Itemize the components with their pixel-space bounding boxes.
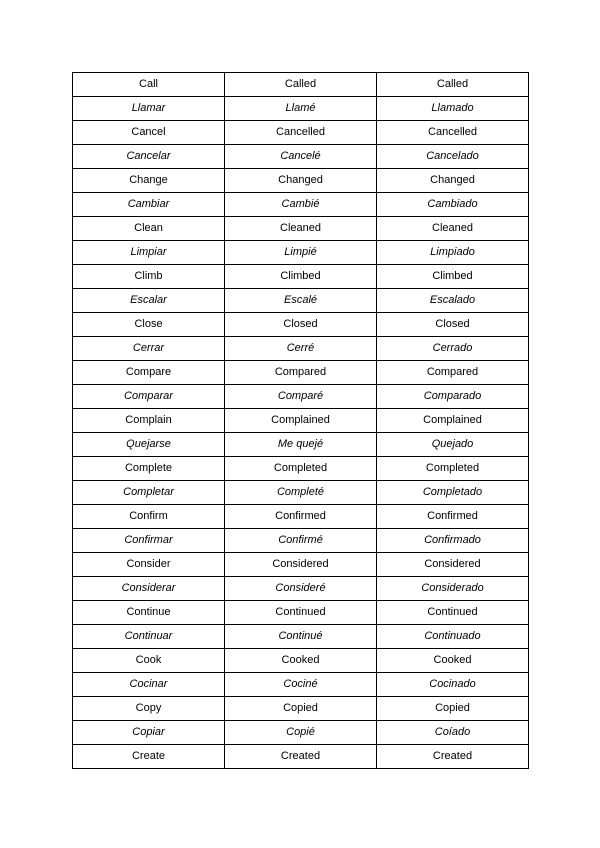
verb-base-cell: Escalar: [73, 289, 225, 313]
table-row-english: [73, 169, 529, 193]
verb-base-cell: Cancel: [73, 121, 225, 145]
verb-base-cell: Change: [73, 169, 225, 193]
table-row-spanish: [73, 385, 529, 409]
verb-base-cell: Cambiar: [73, 193, 225, 217]
verb-participle-cell: Created: [377, 745, 529, 769]
verb-participle-cell: Considerado: [377, 577, 529, 601]
verb-past-cell: Cleaned: [225, 217, 377, 241]
table-row-spanish: [73, 241, 529, 265]
verb-base-cell: Create: [73, 745, 225, 769]
verb-past-cell: Complained: [225, 409, 377, 433]
verb-past-cell: Compared: [225, 361, 377, 385]
table-row-spanish: [73, 481, 529, 505]
verb-past-cell: Created: [225, 745, 377, 769]
verb-past-cell: Cancelled: [225, 121, 377, 145]
verb-participle-cell: Considered: [377, 553, 529, 577]
verb-base-cell: Limpiar: [73, 241, 225, 265]
verb-participle-cell: Cleaned: [377, 217, 529, 241]
verb-past-cell: Cancelé: [225, 145, 377, 169]
verb-base-cell: Cerrar: [73, 337, 225, 361]
table-row-english: [73, 553, 529, 577]
verb-participle-cell: Copied: [377, 697, 529, 721]
verb-base-cell: Copiar: [73, 721, 225, 745]
verb-past-cell: Confirmé: [225, 529, 377, 553]
verb-participle-cell: Cancelado: [377, 145, 529, 169]
verb-participle-cell: Cambiado: [377, 193, 529, 217]
verb-base-cell: Continuar: [73, 625, 225, 649]
verb-past-cell: Limpié: [225, 241, 377, 265]
verb-past-cell: Copié: [225, 721, 377, 745]
verb-past-cell: Cooked: [225, 649, 377, 673]
table-row-spanish: [73, 145, 529, 169]
verb-base-cell: Compare: [73, 361, 225, 385]
verb-base-cell: Climb: [73, 265, 225, 289]
verb-participle-cell: Continuado: [377, 625, 529, 649]
verb-participle-cell: Limpiado: [377, 241, 529, 265]
verb-past-cell: Cociné: [225, 673, 377, 697]
verb-past-cell: Climbed: [225, 265, 377, 289]
table-row-spanish: [73, 673, 529, 697]
verb-past-cell: Closed: [225, 313, 377, 337]
verb-base-cell: Considerar: [73, 577, 225, 601]
verb-participle-cell: Closed: [377, 313, 529, 337]
verb-past-cell: Llamé: [225, 97, 377, 121]
verb-base-cell: Confirmar: [73, 529, 225, 553]
verb-base-cell: Quejarse: [73, 433, 225, 457]
table-row-spanish: [73, 721, 529, 745]
table-row-spanish: [73, 577, 529, 601]
verb-past-cell: Me quejé: [225, 433, 377, 457]
verb-participle-cell: Compared: [377, 361, 529, 385]
verb-participle-cell: Cocinado: [377, 673, 529, 697]
verb-participle-cell: Escalado: [377, 289, 529, 313]
verb-participle-cell: Quejado: [377, 433, 529, 457]
verb-participle-cell: Changed: [377, 169, 529, 193]
verb-past-cell: Changed: [225, 169, 377, 193]
verb-past-cell: Copied: [225, 697, 377, 721]
verb-base-cell: Confirm: [73, 505, 225, 529]
verb-past-cell: Cerré: [225, 337, 377, 361]
table-row-english: [73, 697, 529, 721]
verb-base-cell: Call: [73, 73, 225, 97]
table-row-english: [73, 313, 529, 337]
verb-participle-cell: Llamado: [377, 97, 529, 121]
verb-base-cell: Clean: [73, 217, 225, 241]
verb-base-cell: Comparar: [73, 385, 225, 409]
table-row-english: [73, 505, 529, 529]
table-row-spanish: [73, 433, 529, 457]
verb-base-cell: Complain: [73, 409, 225, 433]
table-row-english: [73, 649, 529, 673]
table-row-spanish: [73, 289, 529, 313]
verb-past-cell: Completé: [225, 481, 377, 505]
verb-participle-cell: Continued: [377, 601, 529, 625]
table-row-spanish: [73, 529, 529, 553]
verb-participle-cell: Climbed: [377, 265, 529, 289]
table-row-english: [73, 265, 529, 289]
verb-participle-cell: Called: [377, 73, 529, 97]
table-row-english: [73, 745, 529, 769]
table-row-english: [73, 217, 529, 241]
verb-base-cell: Cancelar: [73, 145, 225, 169]
table-row-english: [73, 457, 529, 481]
table-row-english: [73, 121, 529, 145]
table-row-spanish: [73, 625, 529, 649]
verb-past-cell: Continué: [225, 625, 377, 649]
table-row-spanish: [73, 193, 529, 217]
verb-participle-cell: Coíado: [377, 721, 529, 745]
verb-participle-cell: Completed: [377, 457, 529, 481]
verb-participle-cell: Completado: [377, 481, 529, 505]
verb-past-cell: Called: [225, 73, 377, 97]
verb-participle-cell: Complained: [377, 409, 529, 433]
verb-base-cell: Completar: [73, 481, 225, 505]
verb-past-cell: Confirmed: [225, 505, 377, 529]
verb-past-cell: Continued: [225, 601, 377, 625]
verb-base-cell: Continue: [73, 601, 225, 625]
verb-participle-cell: Confirmado: [377, 529, 529, 553]
verb-participle-cell: Cooked: [377, 649, 529, 673]
table-row-english: [73, 601, 529, 625]
verb-participle-cell: Cerrado: [377, 337, 529, 361]
verb-past-cell: Consideré: [225, 577, 377, 601]
verb-base-cell: Cocinar: [73, 673, 225, 697]
table-row-english: [73, 361, 529, 385]
verb-base-cell: Consider: [73, 553, 225, 577]
verb-past-cell: Comparé: [225, 385, 377, 409]
table-row-english: [73, 73, 529, 97]
verb-participle-cell: Cancelled: [377, 121, 529, 145]
table-row-english: [73, 409, 529, 433]
verb-past-cell: Escalé: [225, 289, 377, 313]
table-row-spanish: [73, 97, 529, 121]
verb-participle-cell: Comparado: [377, 385, 529, 409]
verb-past-cell: Considered: [225, 553, 377, 577]
verb-conjugation-table: [72, 72, 529, 769]
verb-base-cell: Complete: [73, 457, 225, 481]
verb-base-cell: Close: [73, 313, 225, 337]
verb-past-cell: Cambié: [225, 193, 377, 217]
verb-participle-cell: Confirmed: [377, 505, 529, 529]
verb-base-cell: Copy: [73, 697, 225, 721]
verb-past-cell: Completed: [225, 457, 377, 481]
verb-base-cell: Llamar: [73, 97, 225, 121]
table-row-spanish: [73, 337, 529, 361]
verb-table-body: [73, 73, 529, 769]
verb-base-cell: Cook: [73, 649, 225, 673]
